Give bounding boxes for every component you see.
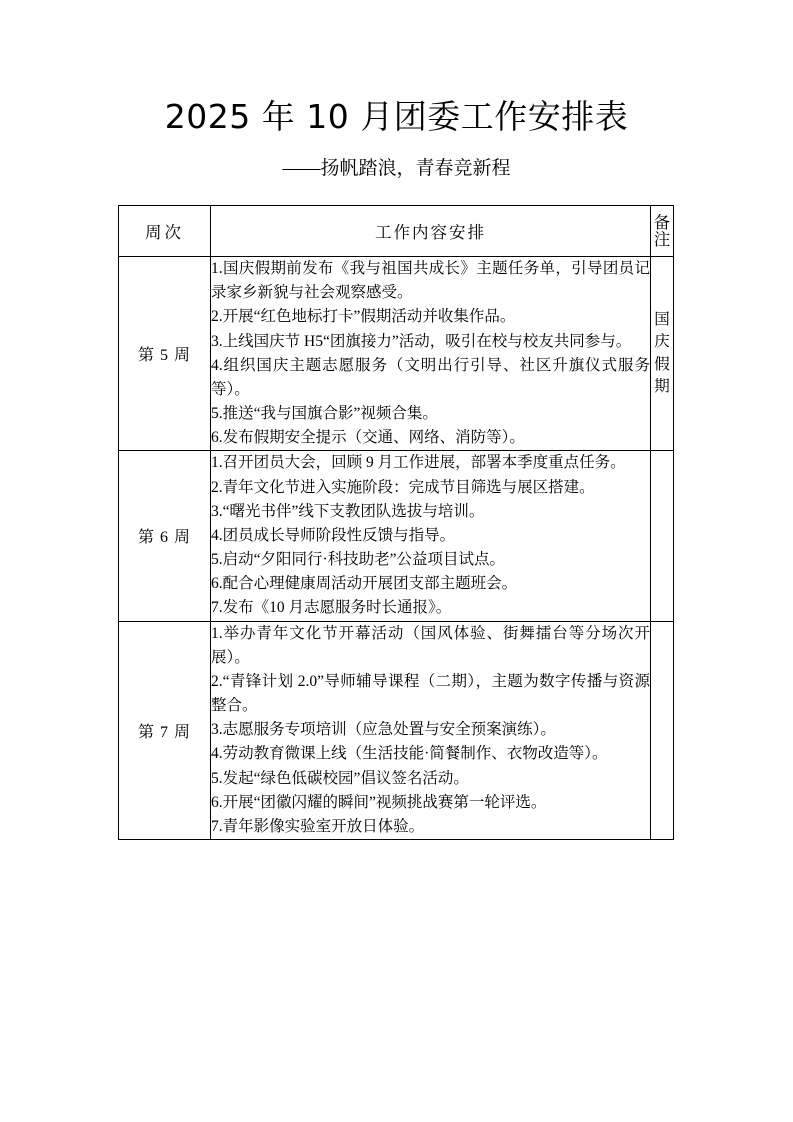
- column-header-content: 工作内容安排: [211, 206, 651, 257]
- remark-cell: [651, 451, 674, 621]
- week-label: 第 6 周: [119, 451, 211, 621]
- content-item: 4.组织国庆主题志愿服务（文明出行引导、社区升旗仪式服务等）。: [211, 356, 650, 398]
- content-item: 2.开展“红色地标打卡”假期活动并收集作品。: [211, 308, 516, 326]
- content-item: 6.配合心理健康周活动开展团支部主题班会。: [211, 575, 518, 593]
- content-item: 4.团员成长导师阶段性反馈与指导。: [211, 526, 456, 544]
- content-item: 3.“曙光书伴”线下支教团队选拔与培训。: [211, 502, 485, 520]
- column-header-note: 备注: [651, 206, 674, 257]
- content-item: 3.志愿服务专项培训（应急处置与安全预案演练）。: [211, 721, 556, 739]
- table-row: [119, 257, 674, 451]
- column-header-week: 周次: [119, 206, 211, 257]
- page-title: 2025 年 10 月团委工作安排表: [164, 97, 629, 136]
- content-item: 1.召开团员大会，回顾 9 月工作进展，部署本季度重点任务。: [211, 454, 626, 472]
- content-item: 6.发布假期安全提示（交通、网络、消防等）。: [211, 429, 525, 447]
- content-item: 7.发布《10 月志愿服务时长通报》。: [211, 599, 452, 617]
- content-item: 5.推送“我与国旗合影”视频合集。: [211, 405, 438, 423]
- work-schedule-table: [118, 205, 674, 840]
- week-label: 第 7 周: [119, 621, 211, 840]
- content-item: 6.开展“团徽闪耀的瞬间”视频挑战赛第一轮评选。: [211, 793, 547, 811]
- remark-cell: 国庆假期: [651, 257, 674, 451]
- table-row: [119, 621, 674, 840]
- page-subtitle: ——扬帆踏浪，青春竞新程: [282, 158, 511, 179]
- week-label: 第 5 周: [119, 257, 211, 451]
- table-body: [119, 257, 674, 840]
- content-item: 4.劳动教育微课上线（生活技能·简餐制作、衣物改造等）。: [211, 745, 608, 763]
- content-item: 1.国庆假期前发布《我与祖国共成长》主题任务单，引导团员记录家乡新貌与社会观察感受。: [211, 260, 650, 302]
- content-item: 2.青年文化节进入实施阶段：完成节目筛选与展区搭建。: [211, 478, 595, 496]
- content-item: 3.上线国庆节 H5“团旗接力”活动，吸引在校与校友共同参与。: [211, 332, 632, 350]
- week-content: [211, 257, 651, 451]
- week-content: [211, 621, 651, 840]
- content-item: 7.青年影像实验室开放日体验。: [211, 817, 425, 835]
- content-item: 2.“青锋计划 2.0”导师辅导课程（二期），主题为数字传播与资源整合。: [211, 672, 650, 715]
- week-content: [211, 451, 651, 621]
- content-item: 5.发起“绿色低碳校园”倡议签名活动。: [211, 769, 469, 787]
- remark-cell: [651, 621, 674, 840]
- table-header-row: [119, 206, 674, 257]
- content-item: 5.启动“夕阳同行·科技助老”公益项目试点。: [211, 551, 506, 569]
- table-row: [119, 451, 674, 621]
- content-item: 1.举办青年文化节开幕活动（国风体验、街舞擂台等分场次开展）。: [211, 624, 650, 666]
